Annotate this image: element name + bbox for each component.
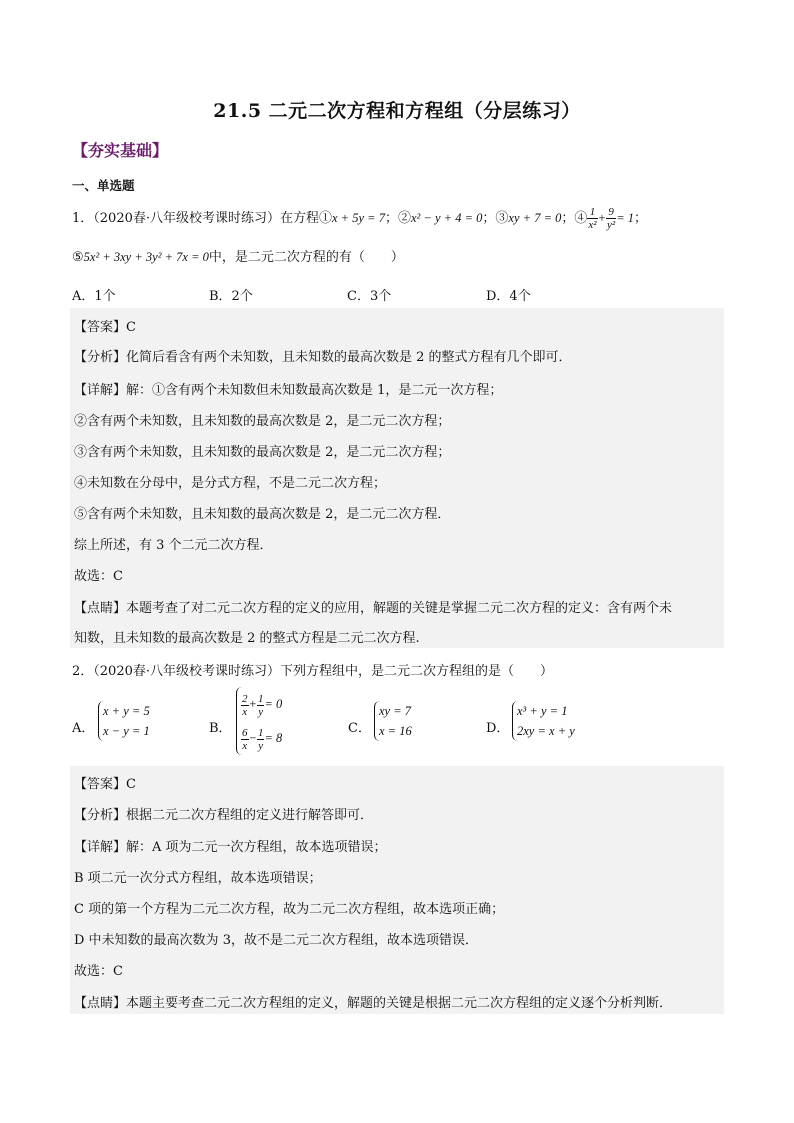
q2-comment: 【点睛】本题主要考查二元二次方程组的定义，解题的关键是根据二元二次方程组的定义逐个分析判断． bbox=[74, 996, 673, 1011]
q1-detail-line: ②含有两个未知数，且未知数的最高次数是 2，是二元二次方程； bbox=[74, 414, 451, 429]
q1-option-a: A．1个 bbox=[72, 289, 116, 304]
frac-denominator: x bbox=[242, 705, 248, 718]
q1-sep: ；④ bbox=[561, 211, 588, 226]
system-equation: x + y = 5 bbox=[103, 704, 150, 718]
q2-option-a-system bbox=[98, 701, 150, 741]
q1-answer: 【答案】C bbox=[74, 320, 136, 335]
system-equation: 2xy = x + y bbox=[517, 724, 575, 738]
system-equation: xy = 7 bbox=[379, 704, 412, 718]
frac-denominator: y² bbox=[607, 219, 616, 231]
q1-choice: 故选：C bbox=[74, 569, 123, 584]
q2-option-d-label: D． bbox=[486, 721, 510, 736]
system-equation: x − y = 1 bbox=[103, 724, 150, 738]
frac bbox=[241, 693, 249, 718]
q2-option-b-label: B． bbox=[209, 721, 232, 736]
q1-detail-line: 综上所述，有 3 个二元二次方程． bbox=[74, 538, 273, 553]
q1-eq3: xy + 7 = 0 bbox=[508, 211, 562, 225]
q2-option-a-label: A． bbox=[72, 721, 95, 736]
frac-denominator: y bbox=[258, 705, 264, 718]
q1-detail-line: 【详解】解：①含有两个未知数但未知数最高次数是 1，是二元一次方程； bbox=[74, 383, 503, 398]
q1-option-c: C．3个 bbox=[347, 289, 392, 304]
system-equation bbox=[241, 687, 282, 721]
q1-sep: ；③ bbox=[482, 211, 509, 226]
equation-tail: = 8 bbox=[264, 731, 283, 745]
q2-stem: 2．（2020春·八年级校考课时练习）下列方程组中，是二元二次方程组的是（ ） bbox=[72, 664, 553, 679]
q2-option-c-label: C． bbox=[348, 721, 371, 736]
q2-choice: 故选：C bbox=[74, 964, 123, 979]
q2-analysis: 【分析】根据二元二次方程组的定义进行解答即可． bbox=[74, 808, 374, 823]
frac-numerator: 1 bbox=[587, 206, 597, 219]
q1-comment-line2: 知数，且未知数的最高次数是 2 的整式方程是二元二次方程. bbox=[74, 631, 420, 646]
q1-stem-line1 bbox=[72, 206, 647, 231]
frac-denominator: x² bbox=[588, 219, 597, 231]
q1-stem-prefix: 1．（2020春·八年级校考课时练习）在方程① bbox=[72, 211, 332, 226]
q1-stem-line2 bbox=[72, 246, 404, 265]
frac-numerator: 1 bbox=[257, 692, 264, 705]
q1-analysis: 【分析】化简后看含有两个未知数，且未知数的最高次数是 2 的整式方程有几个即可． bbox=[74, 350, 572, 365]
q1-option-d: D．4个 bbox=[486, 289, 531, 304]
q1-detail-line: ④未知数在分母中，是分式方程，不是二元二次方程； bbox=[74, 476, 387, 491]
page-title: 21.5 二元二次方程和方程组（分层练习） bbox=[213, 100, 581, 122]
q1-frac2 bbox=[606, 206, 616, 231]
q1-eq1: x + 5y = 7 bbox=[332, 211, 385, 225]
q1-stem-suffix: 中，是二元二次方程的有（ ） bbox=[208, 250, 404, 265]
q2-option-c-system bbox=[374, 701, 412, 741]
q2-answer: 【答案】C bbox=[74, 777, 136, 792]
subsection-heading: 一、单选题 bbox=[72, 178, 135, 193]
frac-numerator: 9 bbox=[606, 206, 616, 219]
frac-numerator: 1 bbox=[257, 726, 264, 739]
minus-sign: − bbox=[248, 731, 257, 745]
q2-detail-line: B 项二元一次分式方程组，故本选项错误； bbox=[74, 871, 322, 886]
q2-detail-line: D 中未知数的最高次数为 3，故不是二元二次方程组，故本选项错误． bbox=[74, 933, 478, 948]
section-heading: 【夯实基础】 bbox=[72, 141, 169, 160]
q1-sep: ；② bbox=[384, 211, 411, 226]
frac bbox=[241, 727, 249, 752]
q1-circled-5: ⑤ bbox=[72, 250, 84, 265]
frac-denominator: y bbox=[258, 739, 264, 752]
q2-detail-line: C 项的第一个方程为二元二次方程，故为二元二次方程组，故本选项正确； bbox=[74, 902, 505, 917]
system-equation: x³ + y = 1 bbox=[517, 704, 568, 718]
q2-option-b-system bbox=[236, 687, 282, 755]
system-equation: x = 16 bbox=[379, 724, 412, 738]
frac-denominator: x bbox=[242, 739, 248, 752]
q1-sep: ； bbox=[634, 211, 648, 226]
plus-sign: + bbox=[248, 697, 257, 711]
q1-comment-line1: 【点睛】本题考查了对二元二次方程的定义的应用，解题的关键是掌握二元二次方程的定义：含有两个未 bbox=[74, 601, 673, 616]
q2-detail-line: 【详解】解：A 项为二元一次方程组，故本选项错误； bbox=[74, 840, 387, 855]
plus-sign: + bbox=[597, 211, 607, 225]
q1-eq5: 5x² + 3xy + 3y² + 7x = 0 bbox=[83, 250, 209, 264]
q1-frac1 bbox=[587, 206, 597, 231]
q1-eq2: x² − y + 4 = 0 bbox=[410, 211, 483, 225]
q1-eq4-tail: = 1 bbox=[616, 211, 635, 225]
q1-option-b: B．2个 bbox=[209, 289, 253, 304]
frac-numerator: 6 bbox=[242, 726, 248, 739]
q1-detail-line: ③含有两个未知数，且未知数的最高次数是 2，是二元二次方程； bbox=[74, 445, 451, 460]
equation-tail: = 0 bbox=[264, 697, 283, 711]
q2-option-d-system bbox=[512, 701, 575, 741]
frac-numerator: 2 bbox=[242, 692, 248, 705]
q1-detail-line: ⑤含有两个未知数，且未知数的最高次数是 2，是二元二次方程． bbox=[74, 507, 451, 522]
system-equation bbox=[241, 721, 282, 755]
